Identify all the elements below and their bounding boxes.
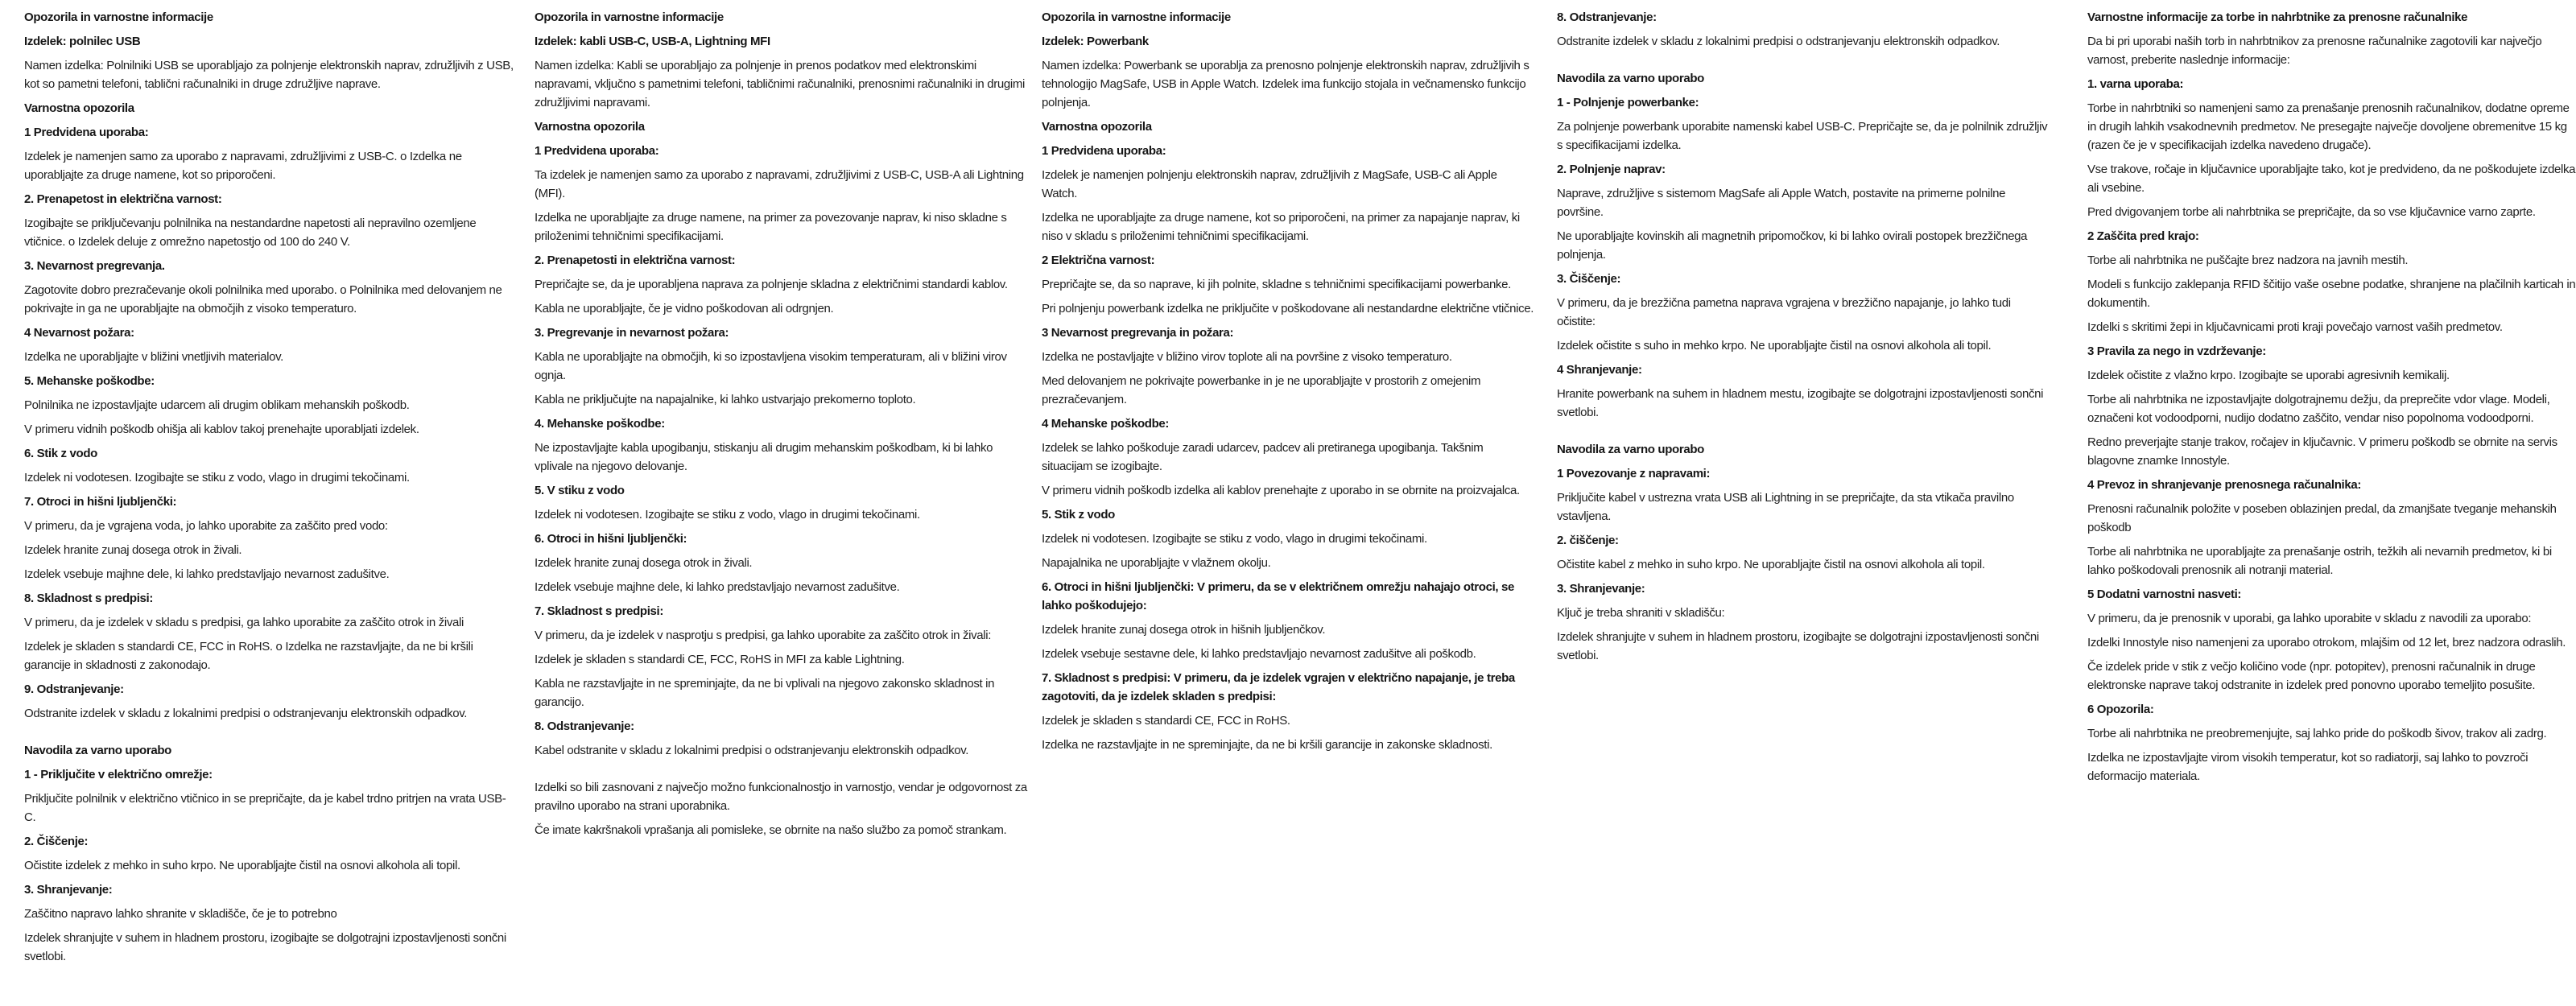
paragraph: Izdelek hranite zunaj dosega otrok in živali. xyxy=(535,556,753,570)
paragraph: Za polnjenje powerbank uporabite namenski kabel USB-C. Prepričajte se, da je polnilnik združljiv s specifikacijami izdelka. xyxy=(1557,120,2048,152)
section-title: Izdelek: kabli USB-C, USB-A, Lightning MFI xyxy=(535,35,770,48)
paragraph: Izdelek je skladen s standardi CE, FCC, RoHS in MFI za kable Lightning. xyxy=(535,653,905,666)
subsection-heading: 2. Polnjenje naprav: xyxy=(1557,163,1666,176)
paragraph: Pred dvigovanjem torbe ali nahrbtnika se prepričajte, da so vse ključavnice varno zaprte. xyxy=(2087,205,2536,219)
subsection-heading: 2. čiščenje: xyxy=(1557,534,1619,547)
subsection-heading: 9. Odstranjevanje: xyxy=(24,682,124,696)
paragraph: Polnilnika ne izpostavljajte udarcem ali drugim oblikam mehanskih poškodb. xyxy=(24,398,410,412)
paragraph: Kabla ne uporabljajte, če je vidno poškodovan ali odrgnjen. xyxy=(535,302,834,315)
spacer xyxy=(535,765,1027,778)
section-title: Varnostna opozorila xyxy=(1042,120,1152,134)
subsection-heading: 5 Dodatni varnostni nasveti: xyxy=(2087,588,2242,601)
paragraph: V primeru, da je izdelek v skladu s predpisi, ga lahko uporabite za zaščito otrok in živali xyxy=(24,616,464,629)
column-usage-instructions xyxy=(1557,8,2050,670)
spacer xyxy=(1557,427,2050,440)
section-title: Izdelek: polnilec USB xyxy=(24,35,141,48)
paragraph: Torbe ali nahrbtnika ne uporabljajte za prenašanje ostrih, težkih ali nevarnih predmetov, ki bi lahko poškodovali prenosnik ali notranji material. xyxy=(2087,545,2552,577)
subsection-heading: 5. Stik z vodo xyxy=(1042,508,1115,522)
paragraph: Izdelek hranite zunaj dosega otrok in hišnih ljubljenčkov. xyxy=(1042,623,1326,637)
paragraph: Ključ je treba shraniti v skladišču: xyxy=(1557,606,1725,620)
paragraph: V primeru, da je brezžična pametna naprava vgrajena v brezžično napajanje, jo lahko tudi očistite: xyxy=(1557,296,2011,328)
subsection-heading: 6. Stik z vodo xyxy=(24,447,97,460)
paragraph: Izdelki so bili zasnovani z največjo možno funkcionalnostjo in varnostjo, vendar je odgovornost za pravilno uporabo na strani uporabnika. xyxy=(535,781,1027,813)
paragraph: Torbe in nahrbtniki so namenjeni samo za prenašanje prenosnih računalnikov, dodatne opreme in drugih lahkih vsakodnevnih predmetov. Ne presegajte največje dovoljene obremenitve 15 kg (razen če je v specifikacijah izdelka navedeno drugače). xyxy=(2087,101,2570,152)
subsection-heading: 6. Otroci in hišni ljubljenčki: V primeru, da se v električnem omrežju nahajajo otroci, se lahko poškodujejo: xyxy=(1042,580,1515,612)
subsection-heading: 4 Nevarnost požara: xyxy=(24,326,134,340)
subsection-heading: 2. Prenapetosti in električna varnost: xyxy=(535,254,736,267)
subsection-heading: 3. Nevarnost pregrevanja. xyxy=(24,259,165,273)
paragraph: Torbe ali nahrbtnika ne izpostavljajte dolgotrajnemu dežju, da preprečite vdor vlage. Modeli, označeni kot vodoodporni, nudijo dodatno zaščito, vendar niso popolnoma vodoodporni. xyxy=(2087,393,2550,425)
paragraph: Ne izpostavljajte kabla upogibanju, stiskanju ali drugim mehanskim poškodbam, ki bi lahko vplivale na njegovo delovanje. xyxy=(535,441,993,473)
paragraph: Izdelek je namenjen polnjenju elektronskih naprav, združljivih z MagSafe, USB-C ali Apple Watch. xyxy=(1042,168,1497,200)
section-title: Izdelek: Powerbank xyxy=(1042,35,1149,48)
subsection-heading: 1. varna uporaba: xyxy=(2087,77,2184,91)
subsection-heading: 1 - Polnjenje powerbanke: xyxy=(1557,96,1699,109)
paragraph: Redno preverjajte stanje trakov, ročajev in ključavnic. V primeru poškodb se obrnite na servis blagovne znamke Innostyle. xyxy=(2087,435,2557,468)
paragraph: Prepričajte se, da je uporabljena naprava za polnjenje skladna z električnimi standardi kablov. xyxy=(535,278,1008,291)
paragraph: Hranite powerbank na suhem in hladnem mestu, izogibajte se dolgotrajni izpostavljenosti sončni svetlobi. xyxy=(1557,387,2044,419)
paragraph: V primeru, da je prenosnik v uporabi, ga lahko uporabite v skladu z navodili za uporabo: xyxy=(2087,612,2532,625)
paragraph: Izdelek je namenjen samo za uporabo z napravami, združljivimi z USB-C. o Izdelka ne uporabljajte za druge namene, kot so priporočeni. xyxy=(24,150,462,182)
paragraph: Izdelek ni vodotesen. Izogibajte se stiku z vodo, vlago in drugimi tekočinami. xyxy=(24,471,410,484)
section-title: Navodila za varno uporabo xyxy=(1557,443,1704,456)
paragraph: Prepričajte se, da so naprave, ki jih polnite, skladne s tehničnimi specifikacijami powerbanke. xyxy=(1042,278,1511,291)
paragraph: V primeru, da je vgrajena voda, jo lahko uporabite za zaščito pred vodo: xyxy=(24,519,388,533)
subsection-heading: 6. Otroci in hišni ljubljenčki: xyxy=(535,532,687,546)
spacer xyxy=(1557,56,2050,69)
paragraph: Izdelek očistite z vlažno krpo. Izogibajte se uporabi agresivnih kemikalij. xyxy=(2087,369,2450,382)
section-title: Navodila za varno uporabo xyxy=(1557,72,1704,85)
paragraph: Izdelek ni vodotesen. Izogibajte se stiku z vodo, vlago in drugimi tekočinami. xyxy=(535,508,920,522)
paragraph: Izdelek vsebuje sestavne dele, ki lahko predstavljajo nevarnost zadušitve ali poškodb. xyxy=(1042,647,1476,661)
subsection-heading: 3. Shranjevanje: xyxy=(1557,582,1645,596)
section-title: Varnostna opozorila xyxy=(24,101,134,115)
paragraph: Namen izdelka: Kabli se uporabljajo za polnjenje in prenos podatkov med elektronskimi napravami, vključno s pametnimi telefoni, tabličnimi računalniki, prenosnimi računalniki in drugimi združljivimi napravami. xyxy=(535,59,1025,109)
section-title: Navodila za varno uporabo xyxy=(24,744,171,757)
paragraph: Izdelka ne uporabljajte za druge namene, kot so priporočeni, na primer za napajanje naprav, ki niso v skladu s priloženimi tehničnimi specifikacijami. xyxy=(1042,211,1520,243)
paragraph: Izdelki s skritimi žepi in ključavnicami proti kraji povečajo varnost vaših predmetov. xyxy=(2087,320,2503,334)
paragraph: Izdelek ni vodotesen. Izogibajte se stiku z vodo, vlago in drugimi tekočinami. xyxy=(1042,532,1427,546)
subsection-heading: 1 Predvidena uporaba: xyxy=(24,126,149,139)
subsection-heading: 3. Shranjevanje: xyxy=(24,883,113,897)
paragraph: Izdelka ne razstavljajte in ne spreminjajte, da ne bi kršili garancije in zakonske skladnosti. xyxy=(1042,738,1492,752)
column-usb-charger xyxy=(24,8,517,971)
subsection-heading: 3. Pregrevanje in nevarnost požara: xyxy=(535,326,729,340)
subsection-heading: 2. Prenapetost in električna varnost: xyxy=(24,192,222,206)
paragraph: Izdelka ne izpostavljajte virom visokih temperatur, kot so radiatorji, saj lahko to povzroči deformacijo materiala. xyxy=(2087,751,2529,783)
subsection-heading: 1 Predvidena uporaba: xyxy=(1042,144,1166,158)
paragraph: V primeru vidnih poškodb izdelka ali kablov prenehajte z uporabo in se obrnite na proizvajalca. xyxy=(1042,484,1520,497)
subsection-heading: 1 - Priključite v električno omrežje: xyxy=(24,768,213,781)
paragraph: Kabla ne razstavljajte in ne spreminjajte, da ne bi vplivali na njegovo zakonsko skladnost in garancijo. xyxy=(535,677,995,709)
paragraph: Ne uporabljajte kovinskih ali magnetnih pripomočkov, ki bi lahko ovirali postopek brezžičnega polnjenja. xyxy=(1557,229,2028,262)
document-title: Opozorila in varnostne informacije xyxy=(1042,10,1231,24)
subsection-heading: 7. Skladnost s predpisi: xyxy=(535,604,663,618)
subsection-heading: 4. Mehanske poškodbe: xyxy=(535,417,665,431)
paragraph: Zagotovite dobro prezračevanje okoli polnilnika med uporabo. o Polnilnika med delovanjem ne pokrivajte in ga ne uporabljajte na območjih z visoko temperaturo. xyxy=(24,283,502,315)
paragraph: Izdelek je skladen s standardi CE, FCC in RoHS. xyxy=(1042,714,1290,728)
paragraph: Naprave, združljive s sistemom MagSafe ali Apple Watch, postavite na primerne polnilne površine. xyxy=(1557,187,2006,219)
section-title: Varnostna opozorila xyxy=(535,120,645,134)
paragraph: Izdelek očistite s suho in mehko krpo. Ne uporabljajte čistil na osnovi alkohola ali topil. xyxy=(1557,339,1992,353)
paragraph: Izdelek je skladen s standardi CE, FCC in RoHS. o Izdelka ne razstavljajte, da ne bi kršili garancije in skladnosti z zakonodajo. xyxy=(24,640,473,672)
subsection-heading: 8. Odstranjevanje: xyxy=(535,719,634,733)
column-powerbank xyxy=(1042,8,1534,760)
subsection-heading: 1 Povezovanje z napravami: xyxy=(1557,467,1711,480)
paragraph: Med delovanjem ne pokrivajte powerbanke in je ne uporabljajte v prostorih z omejenim prezračevanjem. xyxy=(1042,374,1481,406)
paragraph: Torbe ali nahrbtnika ne puščajte brez nadzora na javnih mestih. xyxy=(2087,254,2409,267)
paragraph: Izdelek vsebuje majhne dele, ki lahko predstavljajo nevarnost zadušitve. xyxy=(24,567,390,581)
paragraph: Če izdelek pride v stik z večjo količino vode (npr. potopitev), prenosni računalnik in druge elektronske naprave takoj odstranite in izdelek pred ponovno uporabo temeljito posušite. xyxy=(2087,660,2536,692)
subsection-heading: 8. Skladnost s predpisi: xyxy=(24,592,153,605)
paragraph: Izogibajte se priključevanju polnilnika na nestandardne napetosti ali nepravilno ozemljene vtičnice. o Izdelek deluje z omrežno napetostjo od 100 do 240 V. xyxy=(24,216,477,249)
subsection-heading: 3 Pravila za nego in vzdrževanje: xyxy=(2087,344,2266,358)
paragraph: Očistite kabel z mehko in suho krpo. Ne uporabljajte čistil na osnovi alkohola ali topil. xyxy=(1557,558,1985,571)
subsection-heading: 2 Električna varnost: xyxy=(1042,254,1155,267)
paragraph: Kabel odstranite v skladu z lokalnimi predpisi o odstranjevanju elektronskih odpadkov. xyxy=(535,744,969,757)
subsection-heading: 5. Mehanske poškodbe: xyxy=(24,374,155,388)
paragraph: Odstranite izdelek v skladu z lokalnimi predpisi o odstranjevanju elektronskih odpadkov. xyxy=(24,707,468,720)
paragraph: Priključite polnilnik v električno vtičnico in se prepričajte, da je kabel trdno pritrjen na vrata USB-C. xyxy=(24,792,506,824)
subsection-heading: 1 Predvidena uporaba: xyxy=(535,144,659,158)
document-title: Opozorila in varnostne informacije xyxy=(24,10,213,24)
document-title: Opozorila in varnostne informacije xyxy=(535,10,724,24)
paragraph: Odstranite izdelek v skladu z lokalnimi predpisi o odstranjevanju elektronskih odpadkov. xyxy=(1557,35,2000,48)
paragraph: Kabla ne priključujte na napajalnike, ki lahko ustvarjajo prekomerno toploto. xyxy=(535,393,916,406)
subsection-heading: 2 Zaščita pred krajo: xyxy=(2087,229,2199,243)
paragraph: Izdelek hranite zunaj dosega otrok in živali. xyxy=(24,543,242,557)
subsection-heading: 8. Odstranjevanje: xyxy=(1557,10,1657,24)
spacer xyxy=(24,728,517,741)
subsection-heading: 2. Čiščenje: xyxy=(24,835,89,848)
subsection-heading: 4 Mehanske poškodbe: xyxy=(1042,417,1170,431)
paragraph: Da bi pri uporabi naših torb in nahrbtnikov za prenosne računalnike zagotovili kar največjo varnost, preberite naslednje informacije: xyxy=(2087,35,2542,67)
paragraph: Zaščitno napravo lahko shranite v skladišče, če je to potrebno xyxy=(24,907,337,921)
paragraph: Namen izdelka: Powerbank se uporablja za prenosno polnjenje elektronskih naprav, združljivih s tehnologijo MagSafe, USB in Apple Watch. Izdelek ima funkcijo stojala in večnamensko funkcijo polnjenja. xyxy=(1042,59,1530,109)
subsection-heading: 7. Skladnost s predpisi: V primeru, da je izdelek vgrajen v električno napajanje, je treba zagotoviti, da je izdelek skladen s predpisi: xyxy=(1042,671,1515,703)
paragraph: Kabla ne uporabljajte na območjih, ki so izpostavljena visokim temperaturam, ali v bližini virov ognja. xyxy=(535,350,1007,382)
subsection-heading: 7. Otroci in hišni ljubljenčki: xyxy=(24,495,177,509)
paragraph: Očistite izdelek z mehko in suho krpo. Ne uporabljajte čistil na osnovi alkohola ali topil. xyxy=(24,859,460,872)
column-laptop-bags xyxy=(2087,8,2576,791)
paragraph: V primeru, da je izdelek v nasprotju s predpisi, ga lahko uporabite za zaščito otrok in živali: xyxy=(535,629,992,642)
paragraph: Vse trakove, ročaje in ključavnice uporabljajte tako, kot je predvideno, da ne poškodujete izdelka ali vsebine. xyxy=(2087,163,2576,195)
paragraph: Izdelka ne uporabljajte za druge namene, na primer za povezovanje naprav, ki niso skladne s priloženimi tehničnimi specifikacijami. xyxy=(535,211,1007,243)
paragraph: Pri polnjenju powerbank izdelka ne priključite v poškodovane ali nestandardne električne vtičnice. xyxy=(1042,302,1534,315)
paragraph: Torbe ali nahrbtnika ne preobremenjujte, saj lahko pride do poškodb šivov, trakov ali zadrg. xyxy=(2087,727,2547,740)
subsection-heading: 4 Prevoz in shranjevanje prenosnega računalnika: xyxy=(2087,478,2361,492)
subsection-heading: 4 Shranjevanje: xyxy=(1557,363,1642,377)
paragraph: V primeru vidnih poškodb ohišja ali kablov takoj prenehajte uporabljati izdelek. xyxy=(24,423,419,436)
paragraph: Napajalnika ne uporabljajte v vlažnem okolju. xyxy=(1042,556,1271,570)
paragraph: Izdelek shranjujte v suhem in hladnem prostoru, izogibajte se dolgotrajni izpostavljenosti sončni svetlobi. xyxy=(1557,630,2039,662)
subsection-heading: 3 Nevarnost pregrevanja in požara: xyxy=(1042,326,1234,340)
paragraph: Prenosni računalnik položite v poseben oblazinjen predal, da zmanjšate tveganje mehanskih poškodb xyxy=(2087,502,2557,534)
paragraph: Ta izdelek je namenjen samo za uporabo z napravami, združljivimi z USB-C, USB-A ali Lightning (MFI). xyxy=(535,168,1024,200)
column-cables xyxy=(535,8,1027,845)
paragraph: Izdelek se lahko poškoduje zaradi udarcev, padcev ali pretiranega upogibanja. Takšnim situacijam se izogibajte. xyxy=(1042,441,1484,473)
paragraph: Izdelki Innostyle niso namenjeni za uporabo otrokom, mlajšim od 12 let, brez nadzora odraslih. xyxy=(2087,636,2566,649)
paragraph: Izdelka ne postavljajte v bližino virov toplote ali na površine z visoko temperaturo. xyxy=(1042,350,1452,364)
subsection-heading: 5. V stiku z vodo xyxy=(535,484,625,497)
paragraph: Priključite kabel v ustrezna vrata USB ali Lightning in se prepričajte, da sta vtikača pravilno vstavljena. xyxy=(1557,491,2014,523)
paragraph: Izdelka ne uporabljajte v bližini vnetljivih materialov. xyxy=(24,350,283,364)
paragraph: Namen izdelka: Polnilniki USB se uporabljajo za polnjenje elektronskih naprav, združljivih z USB, kot so pametni telefoni, tablični računalniki in druge združljive naprave. xyxy=(24,59,514,91)
paragraph: Izdelek vsebuje majhne dele, ki lahko predstavljajo nevarnost zadušitve. xyxy=(535,580,900,594)
paragraph: Modeli s funkcijo zaklepanja RFID ščitijo vaše osebne podatke, shranjene na plačilnih karticah in dokumentih. xyxy=(2087,278,2576,310)
document-title: Varnostne informacije za torbe in nahrbtnike za prenosne računalnike xyxy=(2087,10,2468,24)
subsection-heading: 6 Opozorila: xyxy=(2087,703,2154,716)
paragraph: Če imate kakršnakoli vprašanja ali pomisleke, se obrnite na našo službo za pomoč strankam. xyxy=(535,823,1007,837)
subsection-heading: 3. Čiščenje: xyxy=(1557,272,1621,286)
paragraph: Izdelek shranjujte v suhem in hladnem prostoru, izogibajte se dolgotrajni izpostavljenosti sončni svetlobi. xyxy=(24,931,506,963)
